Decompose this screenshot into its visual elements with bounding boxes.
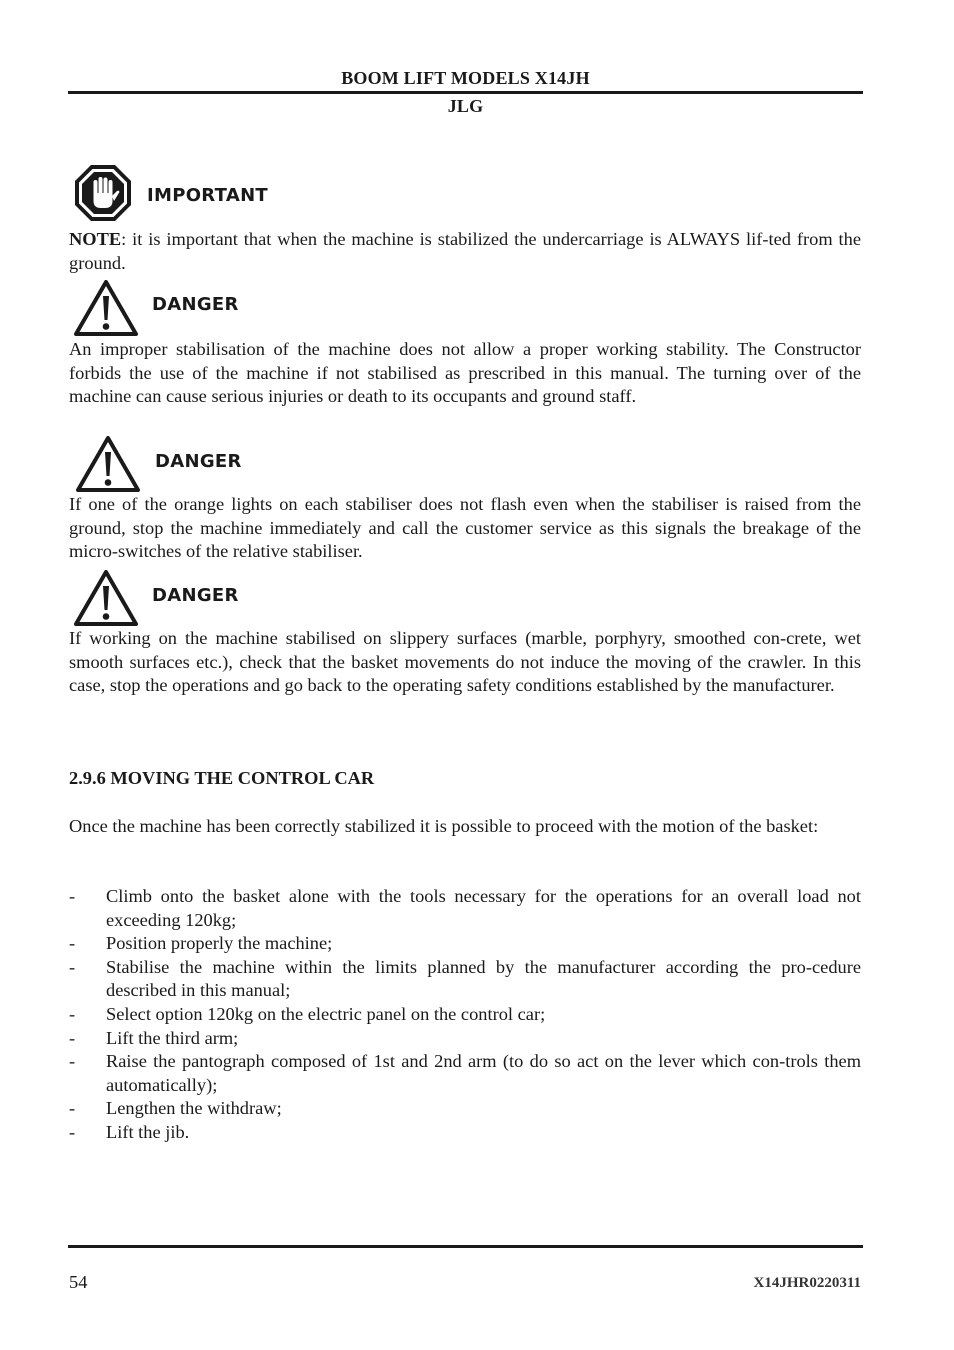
list-item: - Stabilise the machine within the limits planned by the manufacturer according the pro-cedure described in this manual; [69,956,861,1001]
danger-text-1: An improper stabilisation of the machine does not allow a proper working stability. The Constructor forbids the use of the machine if not stabilised as prescribed in this manual. The turning over of the machine can cause serious injuries or death to its occupants and ground staff. [69,339,861,407]
list-item: - Lift the third arm; [69,1027,861,1051]
note-lead: NOTE [69,229,122,249]
section-heading: 2.9.6 MOVING THE CONTROL CAR [69,768,375,788]
list-item: - Raise the pantograph composed of 1st and 2nd arm (to do so act on the lever which con-trols them automatically); [69,1051,861,1095]
page-number: 54 [69,1272,88,1292]
danger-text-2: If one of the orange lights on each stabiliser does not flash even when the stabiliser is raised from the ground, stop the machine immediately and call the customer service as this signals the breakage of the micro-switches of the relative stabiliser. [69,494,861,562]
list-item: - Climb onto the basket alone with the tools necessary for the operations for an overall load not exceeding 120kg; [69,886,861,930]
list-dash: - [69,933,76,954]
warning-triangle-icon [74,280,138,336]
running-header-title: BOOM LIFT MODELS X14JH [341,68,590,88]
list-item: - Select option 120kg on the electric panel on the control car; [69,1003,861,1027]
list-dash: - [69,1098,76,1119]
running-header-subtitle: JLG [447,96,484,116]
list-dash: - [69,956,76,977]
list-dash: - [69,886,76,906]
warning-triangle-icon [74,570,138,626]
list-dash: - [69,1121,76,1142]
list-dash: - [69,1027,76,1048]
header-rule [68,91,863,94]
section-intro: Once the machine has been correctly stabilized it is possible to proceed with the motion of the basket: [69,816,819,836]
stop-hand-icon [73,163,133,223]
list-dash: - [69,1051,76,1072]
list-item: - Lengthen the withdraw; [69,1097,861,1121]
footer-rule [68,1245,863,1248]
danger-label-1: DANGER [152,294,239,315]
important-note-text [69,228,861,275]
warning-triangle-icon [76,436,140,492]
procedure-list [69,885,861,1145]
list-item: - Position properly the machine; [69,932,861,956]
list-dash: - [69,1003,76,1024]
danger-label-2: DANGER [155,451,242,472]
note-body: : it is important that when the machine is stabilized the undercarriage is ALWAYS lif-ted from the ground. [69,229,861,273]
important-label: IMPORTANT [147,185,269,206]
danger-text-3: If working on the machine stabilised on slippery surfaces (marble, porphyry, smoothed con-crete, wet smooth surfaces etc.), check that the basket movements do not induce the moving of the crawler. In this case, stop the operations and go back to the operating safety conditions established by the manufacturer. [69,628,861,696]
list-item: - Lift the jib. [69,1121,861,1145]
danger-label-3: DANGER [152,585,239,606]
document-code: X14JHR0220311 [753,1275,861,1291]
